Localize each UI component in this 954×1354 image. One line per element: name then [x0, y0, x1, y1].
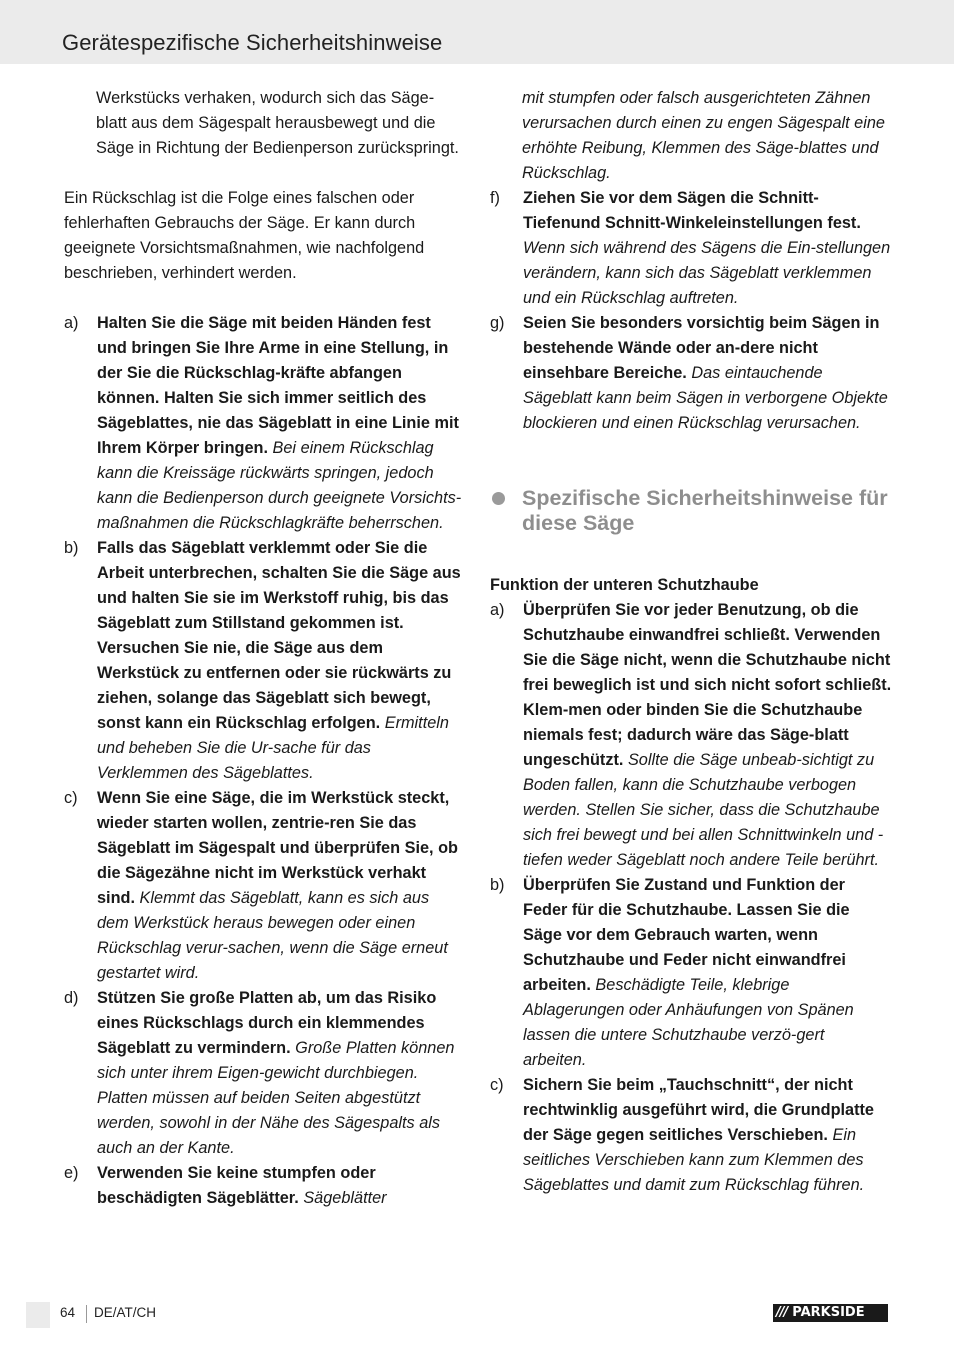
item-bold-text: Seien Sie besonders vorsichtig beim Sägen in bestehende Wände oder an-dere nicht einsehbare Bereiche. [523, 314, 880, 382]
item-italic-text: Sollte die Säge unbeab-sichtigt zu Boden fallen, kann die Schutzhaube verbogen werden. Stellen Sie sicher, dass die Schutzhaube sich frei bewegt und bei allen Schnittwinkeln und -tiefen weder Sägeblatt noch andere Teile berührt. [523, 751, 884, 869]
item-bold-text: Wenn Sie eine Säge, die im Werkstück steckt, wieder starten wollen, zentrie-ren Sie das Sägeblatt im Sägespalt und überprüfen Sie, ob die Sägezähne nicht im Werkstück verhakt sind. [97, 789, 458, 907]
region-code: DE/AT/CH [94, 1305, 157, 1320]
item-text [97, 1161, 464, 1211]
page-number: 64 [60, 1305, 76, 1320]
item-italic-text: Sägeblätter [303, 1189, 387, 1207]
item-italic-text: Bei einem Rückschlag kann die Kreissäge rückwärts springen, jedoch kann die Bedienperson durch geeignete Vorsichts-maßnahmen die Rückschlagkräfte beherrschen. [97, 439, 462, 532]
list-item [64, 536, 464, 786]
item-bold-text: Überprüfen Sie Zustand und Funktion der Feder für die Schutzhaube. Lassen Sie die Säge vor dem Gebrauch warten, wenn Schutzhaube und Feder nicht einwandfrei arbeiten. [523, 876, 850, 994]
item-italic-text: Ermitteln und beheben Sie die Ur-sache für das Verklemmen des Sägeblattes. [97, 714, 449, 782]
item-label: c) [490, 1076, 504, 1094]
left-column [64, 86, 464, 1211]
list-item [64, 986, 464, 1161]
list-item [64, 786, 464, 986]
item-label: c) [64, 789, 78, 807]
bullet-icon [492, 492, 505, 505]
item-label: b) [64, 539, 79, 557]
item-italic-text: Beschädigte Teile, klebrige Ablagerungen oder Anhäufungen von Spänen lassen die untere Schutzhaube verzö-gert arbeiten. [523, 976, 854, 1069]
item-text [97, 786, 464, 986]
item-text [97, 536, 464, 786]
item-label: b) [490, 876, 505, 894]
kickback-paragraph: Ein Rückschlag ist die Folge eines falschen oder fehlerhaften Gebrauchs der Säge. Er kann durch geeignete Vorsichtsmaßnahmen, wie nachfolgend beschrieben, verhindert werden. [64, 189, 425, 282]
section-heading: Spezifische Sicherheitshinweise für diese Säge [490, 486, 892, 536]
item-bold-text: Verwenden Sie keine stumpfen oder beschädigten Sägeblätter. [97, 1164, 376, 1207]
continued-text: Werkstücks verhaken, wodurch sich das Säge-blatt aus dem Sägespalt herausbewegt und die Säge in Richtung der Bedienperson zurückspringt. [96, 89, 459, 157]
item-text [97, 986, 464, 1161]
item-label: f) [490, 189, 500, 207]
parkside-logo [773, 1304, 888, 1322]
item-italic-text: Ein seitliches Verschieben kann zum Klemmen des Sägeblattes und damit zum Rückschlag führen. [523, 1126, 865, 1194]
list-item [490, 311, 892, 436]
item-italic-text: Große Platten können sich unter ihrem Eigen-gewicht durchbiegen. Platten müssen auf beiden Seiten abgestützt werden, sowohl in der Nähe des Sägespalts als auch an der Kante. [97, 1039, 455, 1157]
item-bold-text: Halten Sie die Säge mit beiden Händen fest und bringen Sie Ihre Arme in eine Stellung, in der Sie die Rückschlag-kräfte abfangen können. Halten Sie sich immer seitlich des Sägeblattes, nie das Sägeblatt in eine Linie mit Ihrem Körper bringen. [97, 314, 459, 457]
item-label: e) [64, 1164, 79, 1182]
item-bold-text: Falls das Sägeblatt verklemmt oder Sie die Arbeit unterbrechen, schalten Sie die Säge aus und halten Sie sie im Werkstoff ruhig, bis das Sägeblatt zum Stillstand gekommen ist. Versuchen Sie nie, die Säge aus dem Werkstück zu entfernen oder sie rückwärts zu ziehen, solange das Sägeblatt sich bewegt, sonst kann ein Rückschlag erfolgen. [97, 539, 461, 732]
footer-divider [86, 1305, 87, 1323]
item-label: g) [490, 314, 505, 332]
item-label: d) [64, 989, 79, 1007]
list-item [64, 311, 464, 536]
item-text [523, 311, 892, 436]
continued-italic-text: mit stumpfen oder falsch ausgerichteten Zähnen verursachen durch einen zu engen Sägespalt eine erhöhte Reibung, Klemmen des Säge-blattes und Rückschlag. [522, 89, 885, 182]
right-item-list-2 [490, 598, 892, 1198]
list-item [64, 1161, 464, 1211]
item-text [97, 311, 464, 536]
right-item-list [490, 186, 892, 436]
list-item [490, 598, 892, 873]
item-bold-text: Überprüfen Sie vor jeder Benutzung, ob die Schutzhaube einwandfrei schließt. Verwenden Sie die Säge nicht, wenn die Schutzhaube nicht frei beweglich ist und sich nicht sofort schließt. Klem-men oder binden Sie die Schutzhaube niemals fest; dadurch wäre das Säge-blatt ungeschützt. [523, 601, 892, 769]
item-text [523, 873, 892, 1073]
item-text [523, 598, 892, 873]
item-italic-text: Klemmt das Sägeblatt, kann es sich aus dem Werkstück heraus bewegen oder einen Rückschlag verur-sachen, wenn die Säge erneut gestartet wird. [97, 889, 448, 982]
page-title: Gerätespezifische Sicherheitshinweise [62, 30, 443, 55]
left-item-list [64, 311, 464, 1211]
item-italic-text: Das eintauchende Sägeblatt kann beim Sägen in verborgene Objekte blockieren und einen Rückschlag verursachen. [523, 364, 888, 432]
list-item [490, 1073, 892, 1198]
item-label: a) [490, 601, 505, 619]
item-italic-text: Wenn sich während des Sägens die Ein-stellungen verändern, kann sich das Sägeblatt verklemmen und ein Rückschlag auftreten. [523, 239, 891, 307]
subheading: Funktion der unteren Schutzhaube [490, 576, 759, 594]
page-header [0, 0, 954, 64]
right-column [490, 86, 892, 1198]
item-bold-text: Sichern Sie beim „Tauchschnitt“, der nicht rechtwinklig ausgeführt wird, die Grundplatte der Säge gegen seitliches Verschieben. [523, 1076, 874, 1144]
item-text [523, 186, 892, 311]
logo-stripes-icon: /// [776, 1305, 788, 1320]
item-bold-text: Ziehen Sie vor dem Sägen die Schnitt-Tiefenund Schnitt-Winkeleinstellungen fest. [523, 189, 861, 232]
list-item [490, 873, 892, 1073]
item-text [523, 1073, 892, 1198]
item-bold-text: Stützen Sie große Platten ab, um das Risiko eines Rückschlags durch ein klemmendes Sägeblatt zu vermindern. [97, 989, 437, 1057]
list-item [490, 186, 892, 311]
logo-brand: PARKSIDE [792, 1305, 865, 1320]
footer-marker [26, 1302, 50, 1328]
item-label: a) [64, 314, 79, 332]
